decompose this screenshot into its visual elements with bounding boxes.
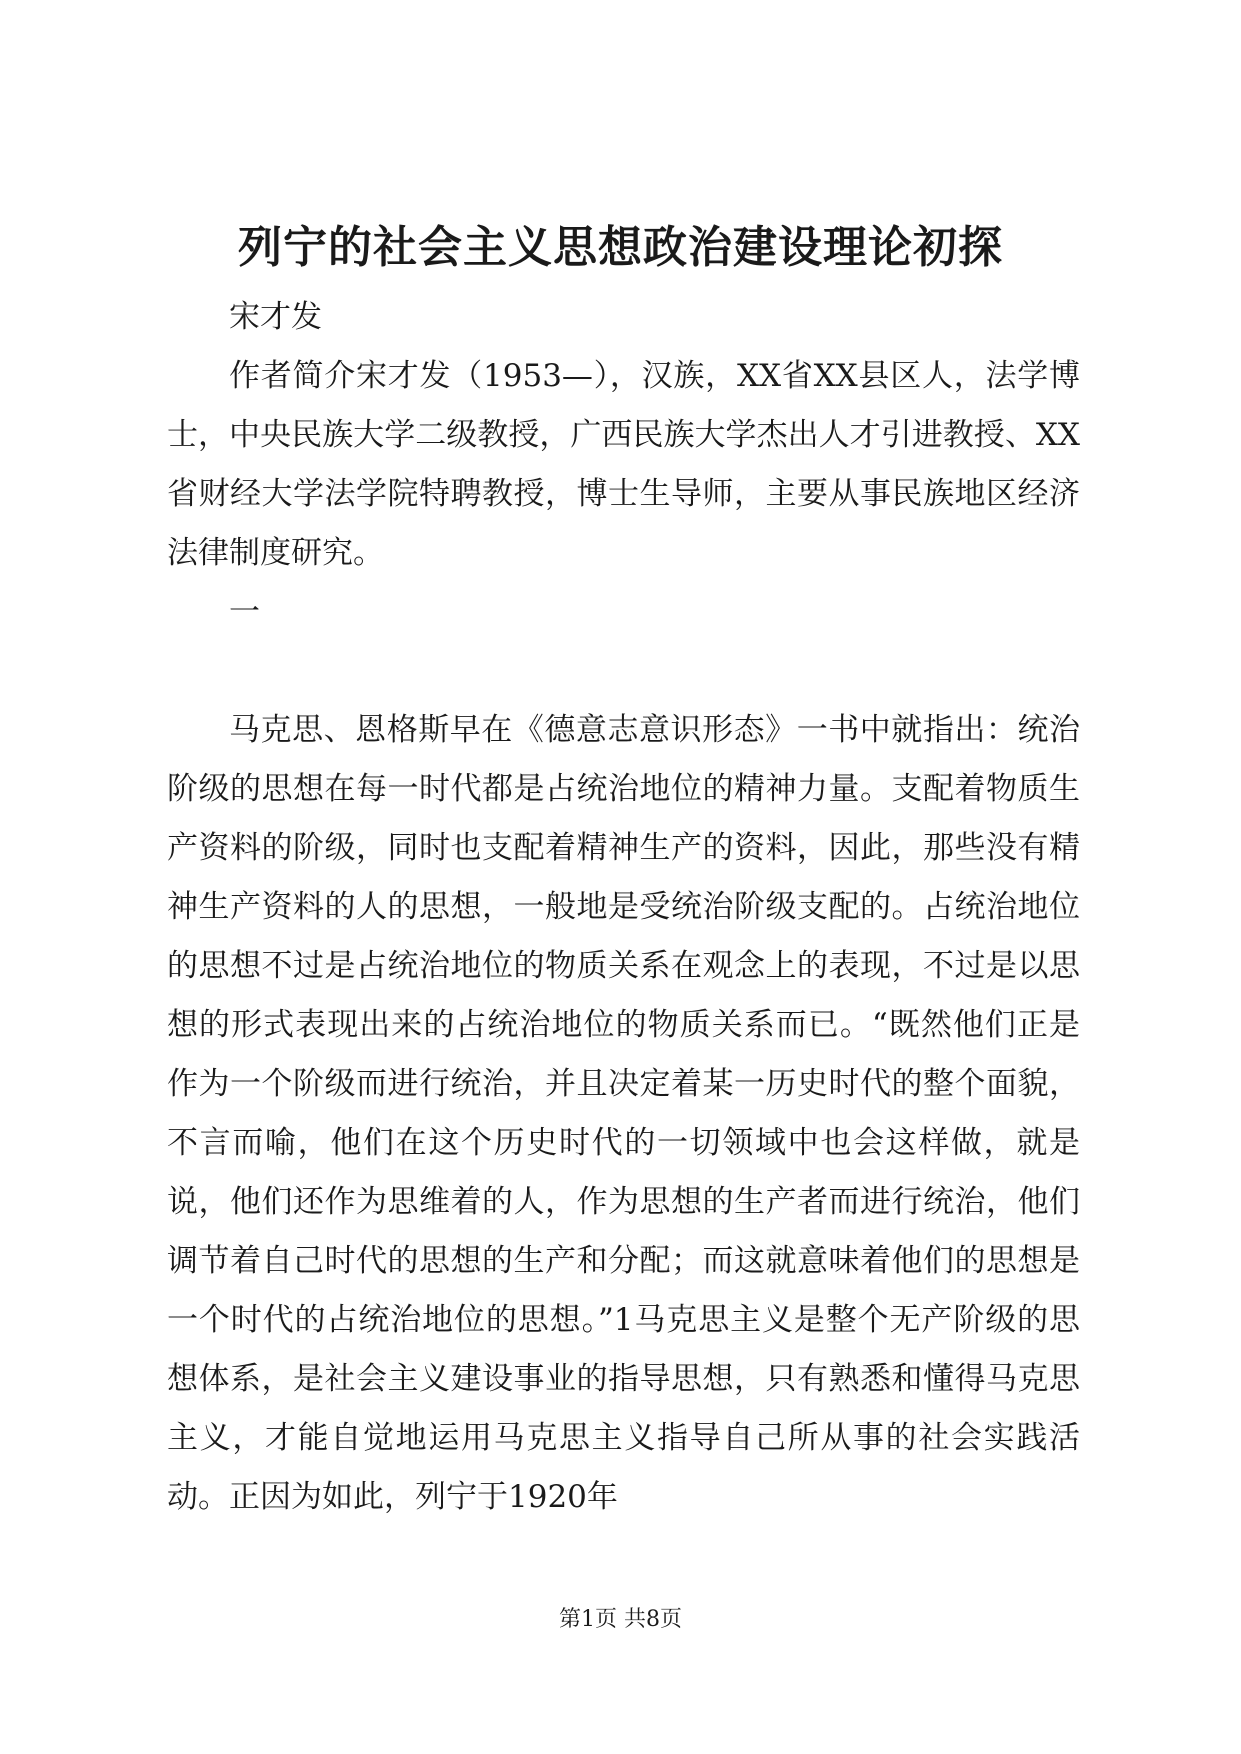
- author-intro: 作者简介宋才发（1953—），汉族，XX省XX县区人，法学博士，中央民族大学二级教授，广西民族大学杰出人才引进教授、XX省财经大学法学院特聘教授，博士生导师，主要从事民族地区经济法律制度研究。: [167, 358, 1080, 571]
- body-paragraph: 马克思、恩格斯早在《德意志意识形态》一书中就指出：统治阶级的思想在每一时代都是占统治地位的精神力量。支配着物质生产资料的阶级，同时也支配着精神生产的资料，因此，那些没有精神生产资料的人的思想，一般地是受统治阶级支配的。占统治地位的思想不过是占统治地位的物质关系在观念上的表现，不过是以思想的形式表现出来的占统治地位的物质关系而已。“既然他们正是作为一个阶级而进行统治，并且决定着某一历史时代的整个面貌，不言而喻，他们在这个历史时代的一切领域中也会这样做，就是说，他们还作为思维着的人，作为思想的生产者而进行统治，他们调节着自己时代的思想的生产和分配；而这就意味着他们的思想是一个时代的占统治地位的思想。”1马克思主义是整个无产阶级的思想体系，是社会主义建设事业的指导思想，只有熟悉和懂得马克思主义，才能自觉地运用马克思主义指导自己所从事的社会实践活动。正因为如此，列宁于1920年: [167, 712, 1080, 1515]
- document-body: [167, 288, 1080, 1527]
- author-name: 宋才发: [229, 299, 322, 335]
- page-number-footer: 第1页 共8页: [559, 1607, 682, 1632]
- document-title: 列宁的社会主义思想政治建设理论初探: [238, 222, 1003, 273]
- section-number: 一: [229, 594, 260, 630]
